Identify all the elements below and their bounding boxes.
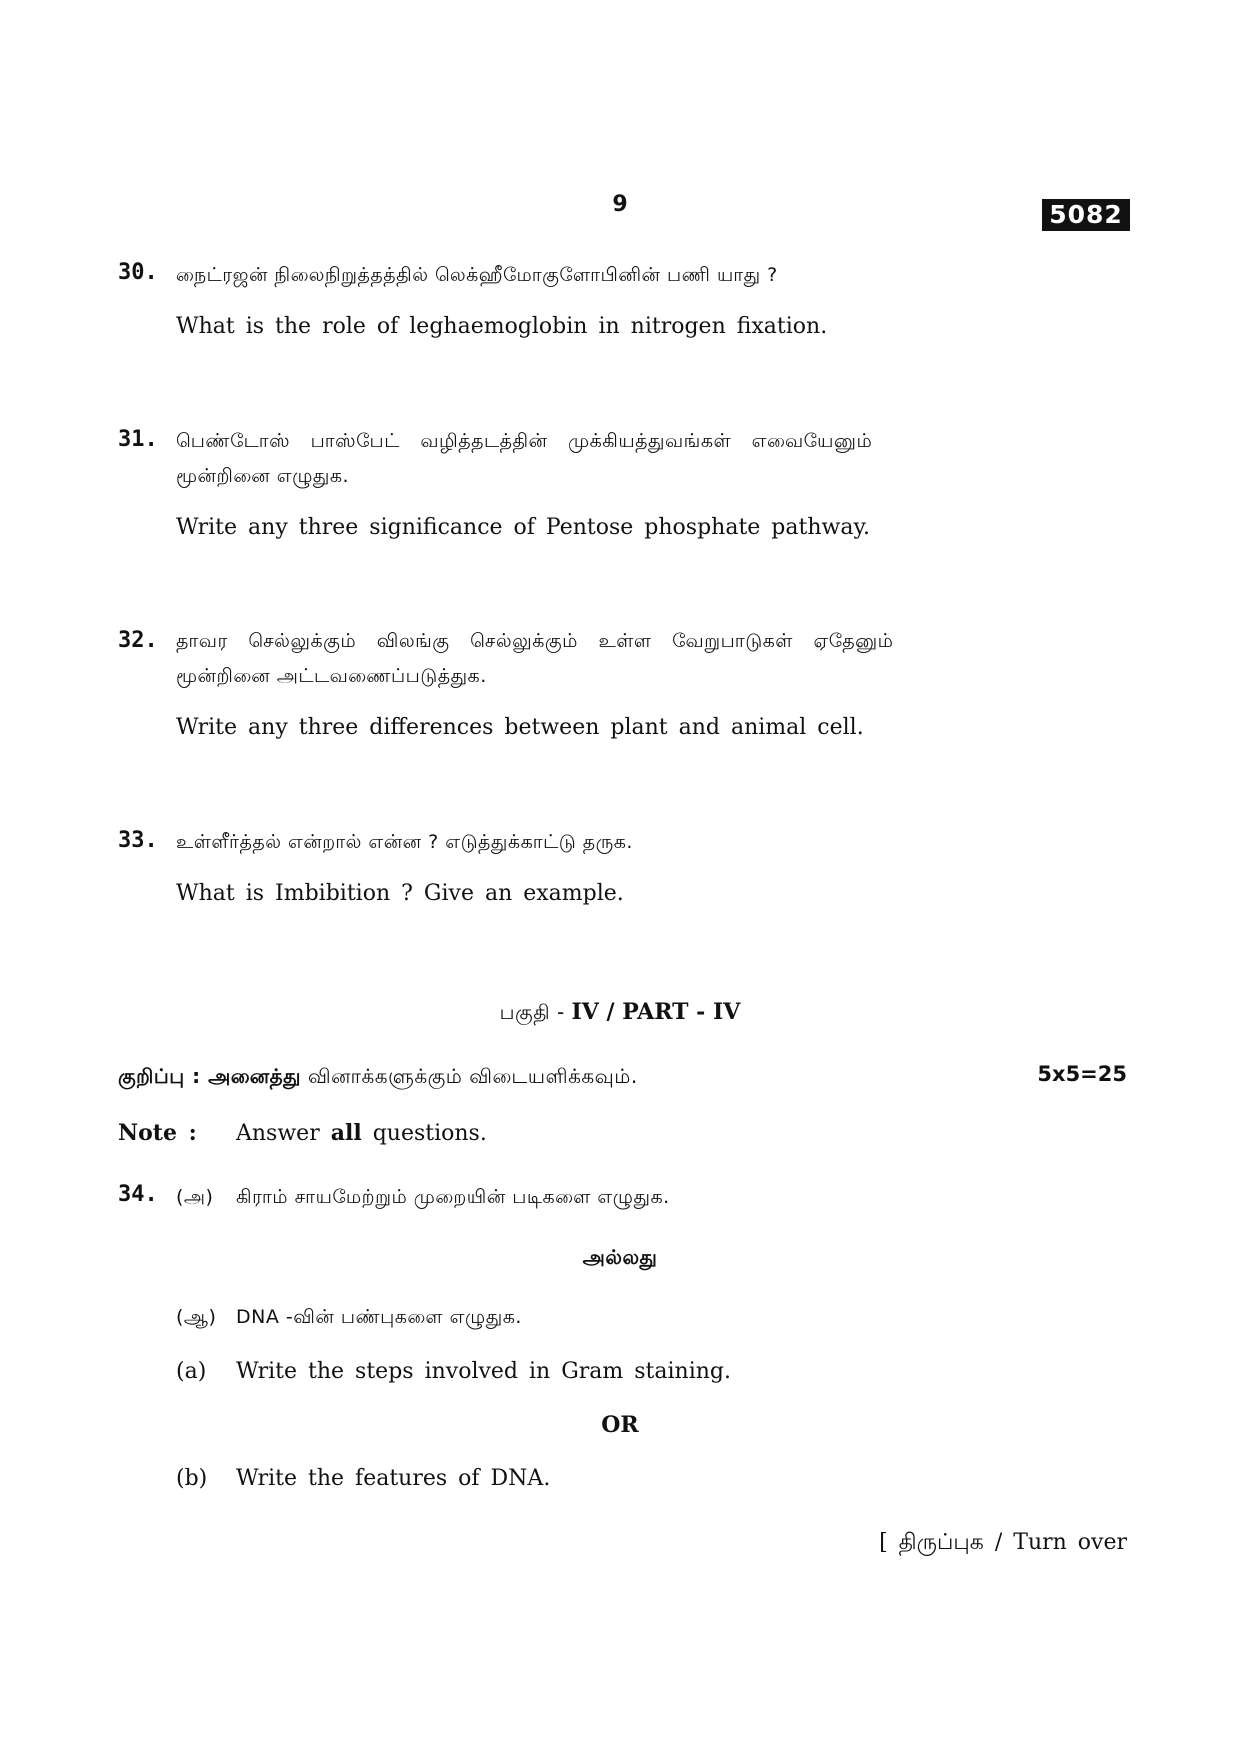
question-31-english: Write any three significance of Pentose phosphate pathway. <box>176 515 870 540</box>
question-32-tamil-line-1: தாவர செல்லுக்கும் விலங்கு செல்லுக்கும் உள்ள வேறுபாடுகள் ஏதேனும் <box>176 630 894 652</box>
question-number-30: 30. <box>118 260 158 285</box>
page-number: 9 <box>612 192 628 217</box>
question-34b-label: (b) <box>176 1466 208 1491</box>
part-heading-title: IV / PART - IV <box>571 999 741 1025</box>
question-34a-marker: (அ) <box>176 1186 214 1208</box>
question-32-english: Write any three differences between plant and animal cell. <box>176 715 864 740</box>
question-number-33: 33. <box>118 828 158 853</box>
question-31-tamil-line-2: மூன்றினை எழுதுக. <box>176 465 350 487</box>
paper-code-badge: 5082 <box>1042 199 1130 231</box>
question-34b-tamil: DNA -வின் பண்புகளை எழுதுக. <box>236 1306 522 1328</box>
instruction-tamil <box>118 1064 638 1091</box>
question-30-english: What is the role of leghaemoglobin in nitrogen fixation. <box>176 314 828 339</box>
question-number-34: 34. <box>118 1182 158 1207</box>
part-heading-tamil: பகுதி - <box>499 1000 572 1024</box>
note-text <box>236 1120 487 1146</box>
question-34a-label: (a) <box>176 1359 207 1384</box>
question-34a-english: Write the steps involved in Gram staining. <box>236 1359 732 1384</box>
note-text-pre: Answer <box>236 1121 331 1146</box>
instruction-bold-word: அனைத்து <box>208 1064 301 1088</box>
question-31-tamil-line-1: பெண்டோஸ் பாஸ்பேட் வழித்தடத்தின் முக்கியத்துவங்கள் எவையேனும் <box>176 430 873 452</box>
note-text-post: questions. <box>361 1121 487 1146</box>
marks-scheme: 5x5=25 <box>1037 1062 1127 1086</box>
question-33-english: What is Imbibition ? Give an example. <box>176 881 624 906</box>
question-number-32: 32. <box>118 628 158 653</box>
instruction-label: குறிப்பு : <box>118 1064 209 1088</box>
note-text-bold: all <box>330 1120 362 1146</box>
question-33-tamil: உள்ளீர்த்தல் என்றால் என்ன ? எடுத்துக்காட்டு தருக. <box>176 831 633 853</box>
question-34a-tamil: கிராம் சாயமேற்றும் முறையின் படிகளை எழுதுக. <box>236 1186 670 1208</box>
question-number-31: 31. <box>118 427 158 452</box>
note-label: Note : <box>118 1120 197 1146</box>
question-32-tamil-line-2: மூன்றினை அட்டவணைப்படுத்துக. <box>176 665 487 687</box>
question-34b-marker: (ஆ) <box>176 1306 217 1328</box>
part-heading <box>0 999 1240 1027</box>
turn-over-footer: [ திருப்புக / Turn over <box>879 1530 1127 1555</box>
instruction-rest: வினாக்களுக்கும் விடையளிக்கவும். <box>300 1064 638 1088</box>
or-tamil: அல்லது <box>582 1245 658 1269</box>
question-30-tamil: நைட்ரஜன் நிலைநிறுத்தத்தில் லெக்ஹீமோகுளோபினின் பணி யாது ? <box>176 264 778 286</box>
or-english: OR <box>601 1412 639 1438</box>
question-34b-english: Write the features of DNA. <box>236 1466 551 1491</box>
